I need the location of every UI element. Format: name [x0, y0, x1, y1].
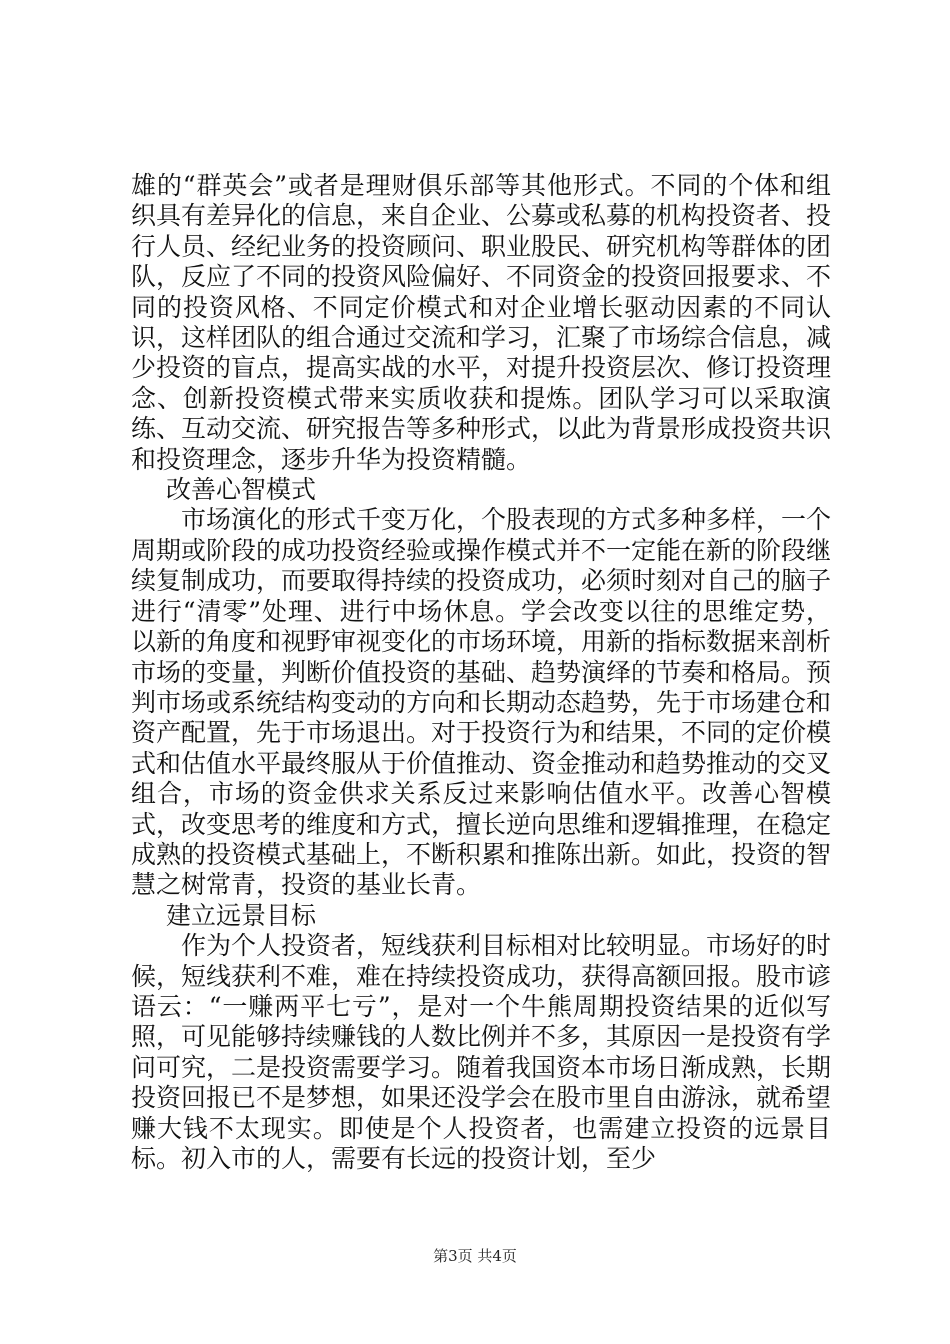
document-body	[131, 171, 831, 1174]
page-footer: 第3页 共4页	[433, 1247, 517, 1265]
paragraph-mental-models: 市场演化的形式千变万化，个股表现的方式多种多样，一个周期或阶段的成功投资经验或操作模式并不一定能在新的阶段继续复制成功，而要取得持续的投资成功，必须时刻对自己的脑子进行“清零”处理、进行中场休息。学会改变以往的思维定势，以新的角度和视野审视变化的市场环境，用新的指标数据来剖析市场的变量，判断价值投资的基础、趋势演绎的节奏和格局。预判市场或系统结构变动的方向和长期动态趋势，先于市场建仓和资产配置，先于市场退出。对于投资行为和结果，不同的定价模式和估值水平最终服从于价值推动、资金推动和趋势推动的交叉组合，市场的资金供求关系反过来影响估值水平。改善心智模式，改变思考的维度和方式，擅长逆向思维和逻辑推理，在稳定成熟的投资模式基础上，不断积累和推陈出新。如此，投资的智慧之树常青，投资的基业长青。	[131, 505, 832, 900]
paragraph-continuation: 雄的“群英会”或者是理财俱乐部等其他形式。不同的个体和组织具有差异化的信息，来自企业、公募或私募的机构投资者、投行人员、经纪业务的投资顾问、职业股民、研究机构等群体的团队，反应了不同的投资风险偏好、不同资金的投资回报要求、不同的投资风格、不同定价模式和对企业增长驱动因素的不同认识，这样团队的组合通过交流和学习，汇聚了市场综合信息，减少投资的盲点，提高实战的水平，对提升投资层次、修订投资理念、创新投资模式带来实质收获和提炼。团队学习可以采取演练、互动交流、研究报告等多种形式，以此为背景形成投资共识和投资理念，逐步升华为投资精髓。	[131, 171, 832, 474]
section-heading-improve-mental-models: 改善心智模式	[166, 475, 317, 505]
paragraph-vision: 作为个人投资者，短线获利目标相对比较明显。市场好的时候，短线获利不难，难在持续投资成功，获得高额回报。股市谚语云：“一赚两平七亏”，是对一个牛熊周期投资结果的近似写照，可见能够持续赚钱的人数比例并不多，其原因一是投资有学问可究，二是投资需要学习。随着我国资本市场日渐成熟，长期投资回报已不是梦想，如果还没学会在股市里自由游泳，就希望赚大钱不太现实。即使是个人投资者，也需建立投资的远景目标。初入市的人，需要有长远的投资计划，至少	[131, 931, 832, 1173]
section-heading-build-vision: 建立远景目标	[166, 900, 317, 930]
